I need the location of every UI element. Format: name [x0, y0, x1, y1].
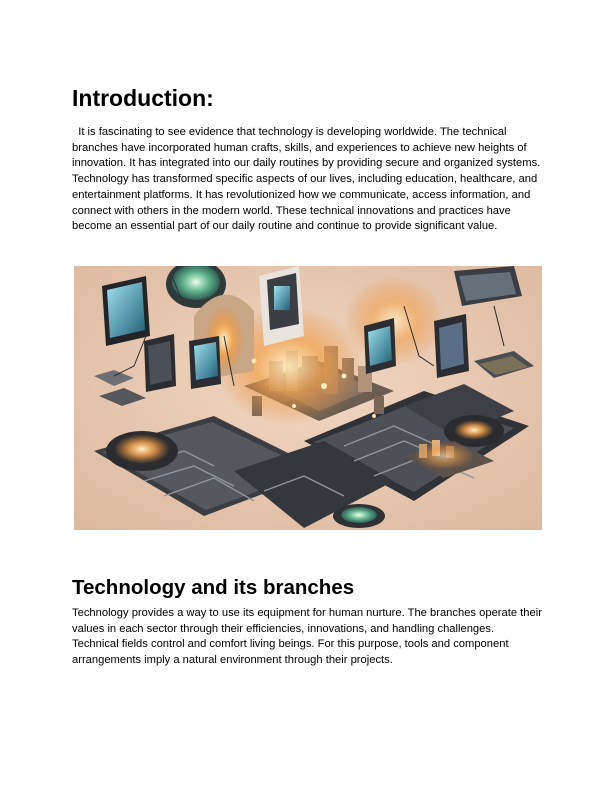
section-heading: Technology and its branches	[72, 576, 355, 599]
intro-paragraph: It is fascinating to see evidence that technology is developing worldwide. The technical branches have incorporated human crafts, skills, and experiences to achieve new heights of innovation. It has integrated into our daily routines by providing secure and organized systems. Technology has transformed specific aspects of our lives, including education, healthcare, and entertainment platforms. It has revolutionized how we communicate, access information, and connect with others in the modern world. These technical innovations and practices have become an essential part of our daily routine and continue to provide significant value.	[72, 126, 541, 233]
section-paragraph: Technology provides a way to use its equipment for human nurture. The branches operate their values in each sector through their efficiencies, innovations, and handling challenges. Technical fields control and comfort living beings. For this purpose, tools and component arrangements imply a natural environment through their projects.	[72, 607, 542, 667]
technology-illustration	[74, 266, 542, 530]
intro-heading: Introduction:	[72, 85, 214, 111]
